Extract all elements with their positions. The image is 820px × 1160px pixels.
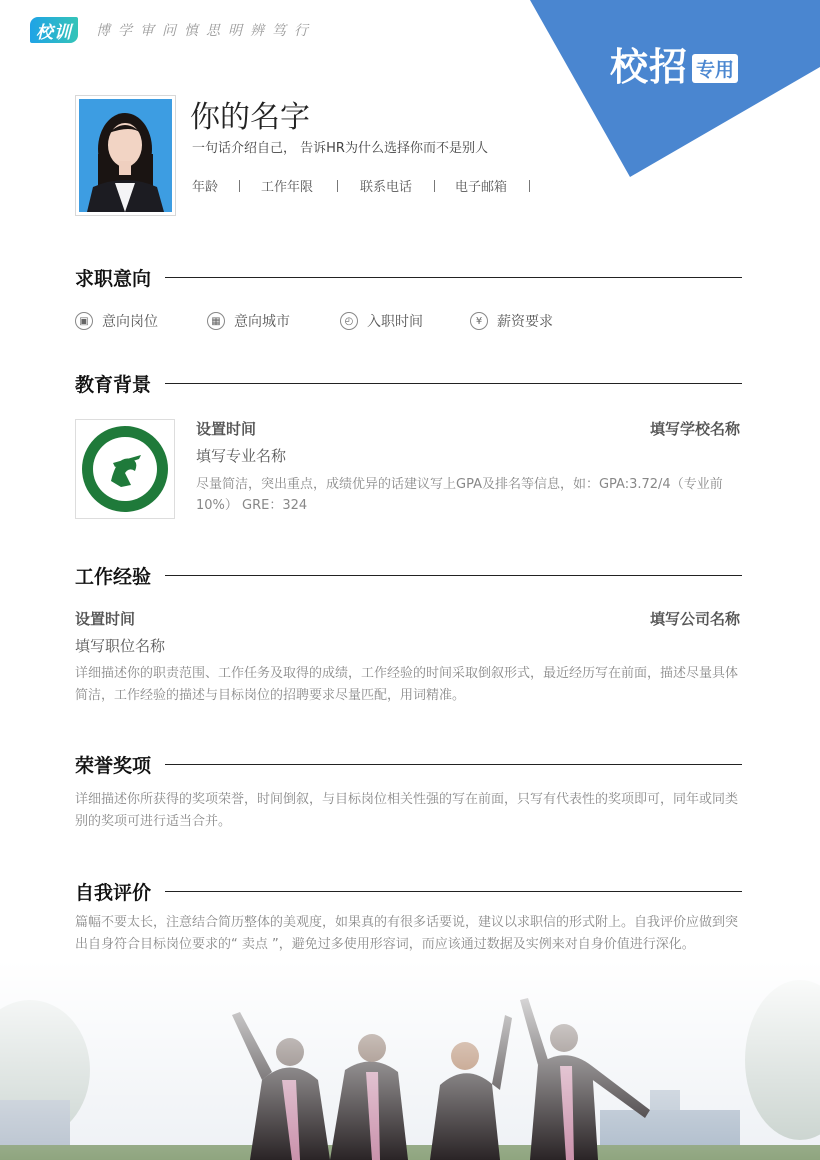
section-honors-heading: [75, 751, 742, 778]
section-rule: [165, 575, 742, 576]
work-company: 填写公司名称: [649, 610, 740, 628]
profile-meta: [192, 176, 530, 195]
intent-row: [75, 311, 553, 331]
corner-title: 校招: [610, 44, 689, 89]
section-title: 工作经验: [75, 566, 152, 588]
honors-description: 详细描述你所获得的奖项荣誉，时间倒叙，与目标岗位相关性强的写在前面，只写有代表性的奖项即可，同年或同类别的奖项可进行适当合并。: [75, 792, 739, 829]
section-rule: [165, 891, 742, 892]
intent-start-date: ◴ 入职时间: [340, 311, 470, 331]
section-title: 荣誉奖项: [75, 755, 152, 777]
work-role: 填写职位名称: [75, 637, 166, 655]
section-intent-heading: [75, 264, 742, 291]
meta-experience-years: 工作年限: [261, 176, 360, 195]
education-date: 设置时间: [196, 420, 257, 438]
meta-email: 电子邮箱: [455, 176, 530, 195]
intent-salary: ¥ 薪资要求: [470, 311, 553, 331]
briefcase-icon: ▣: [75, 312, 93, 330]
profile-name: 你的名字: [190, 100, 310, 135]
section-title: 教育背景: [75, 374, 152, 396]
section-work-heading: [75, 562, 742, 589]
corner-tag: 专用: [692, 54, 738, 83]
meta-divider: [337, 180, 338, 192]
section-title: 自我评价: [75, 882, 152, 904]
brand-motto: 博学审问慎思明辨笃行: [96, 23, 316, 39]
section-self-heading: [75, 878, 742, 905]
building-icon: ▦: [207, 312, 225, 330]
self-description: 篇幅不要太长，注意结合简历整体的美观度，如果真的有很多话要说，建议以求职信的形式附上。自我评价应做到突出自身符合目标岗位要求的“ 卖点 ”，避免过多使用形容词，而应该通过数据及实例来对自身价值进行深化。: [75, 915, 739, 952]
work-description: 详细描述你的职责范围、工作任务及取得的成绩，工作经验的时间采取倒叙形式，最近经历写在前面，描述尽量具体简洁，工作经验的描述与目标岗位的招聘要求尽量匹配，用词精准。: [75, 666, 739, 703]
section-rule: [165, 383, 742, 384]
intent-position: ▣ 意向岗位: [75, 311, 207, 331]
section-rule: [165, 277, 742, 278]
brand-logo: 校训: [30, 17, 78, 43]
intent-city: ▦ 意向城市: [207, 311, 340, 331]
education-major: 填写专业名称: [196, 447, 287, 465]
profile-photo-frame: [75, 95, 176, 216]
meta-divider: [239, 180, 240, 192]
brand-header: [30, 17, 316, 43]
school-logo: [75, 419, 175, 519]
education-description: 尽量简洁，突出重点，成绩优异的话建议写上GPA及排名等信息，如：GPA:3.72/4（专业前10%） GRE：324: [196, 477, 723, 513]
meta-divider: [529, 180, 530, 192]
section-title: 求职意向: [75, 268, 152, 290]
meta-age: 年龄: [192, 176, 261, 195]
graduation-photo: [0, 960, 820, 1160]
section-rule: [165, 764, 742, 765]
yen-icon: ¥: [470, 312, 488, 330]
education-school: 填写学校名称: [649, 420, 740, 438]
corner-banner: [530, 0, 820, 180]
meta-divider: [434, 180, 435, 192]
profile-tagline: 一句话介绍自己， 告诉HR为什么选择你而不是别人: [192, 141, 488, 156]
section-education-heading: [75, 370, 742, 397]
clock-icon: ◴: [340, 312, 358, 330]
work-date: 设置时间: [75, 610, 136, 628]
meta-phone: 联系电话: [360, 176, 455, 195]
profile-photo: [79, 99, 172, 212]
